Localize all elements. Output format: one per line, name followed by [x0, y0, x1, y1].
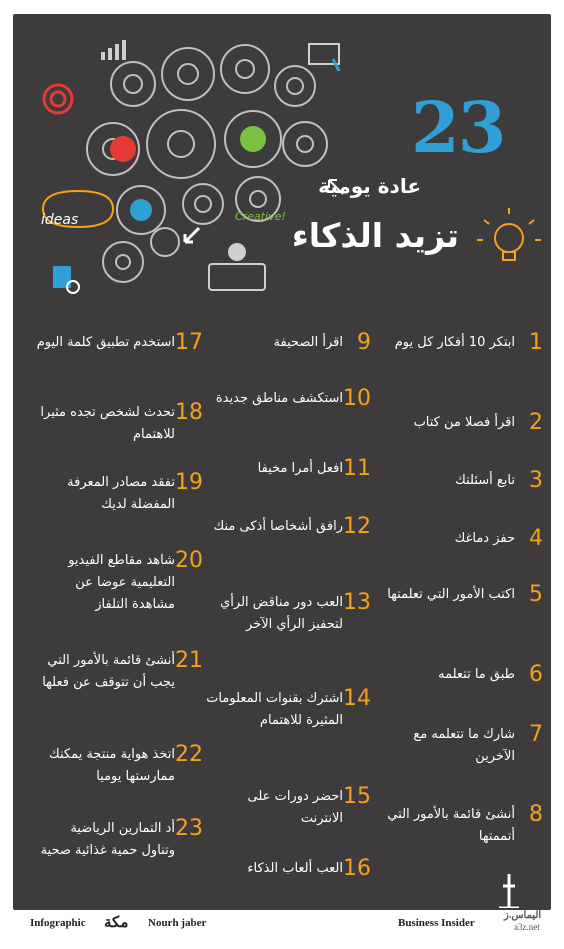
habit-number: 15 [343, 784, 371, 809]
habit-text: استكشف مناطق جديدة [215, 391, 343, 406]
habit-number: 14 [343, 686, 371, 711]
habit-number: 10 [343, 386, 371, 411]
footer-watermark: اليماس.ز [504, 910, 542, 921]
hero-illustration [13, 14, 551, 314]
habit-number: 21 [175, 648, 203, 673]
ideas-label: ideas [41, 212, 79, 228]
footer-source: Business Insider [398, 917, 475, 929]
habit-number: 2 [529, 410, 543, 435]
habit-text: العب دور مناقض الرأي لتحفيز الرأي الآخر [220, 595, 343, 632]
habit-text: شاهد مقاطع الفيديو التعليمية عوضا عن مشاهدة التلفاز [68, 553, 175, 612]
habit-text: اقرأ الصحيفة [273, 335, 343, 350]
lightbulb-icon [477, 208, 541, 260]
chalkboard [13, 14, 551, 910]
tower-logo-icon [491, 872, 527, 908]
habit-text: أنشئ قائمة بالأمور التي أتممتها [387, 807, 515, 844]
habit-text: العب ألعاب الذكاء [247, 861, 343, 876]
habit-number: 20 [175, 548, 203, 573]
habit-text: رافق أشخاصا أذكى منك [213, 519, 343, 534]
habit-number: 1 [529, 330, 543, 355]
habit-number: 23 [175, 816, 203, 841]
habit-text: اشترك بقنوات المعلومات المثيرة للاهتمام [206, 691, 343, 728]
green-gear-core [240, 126, 266, 152]
habit-number: 5 [529, 582, 543, 607]
habit-number: 6 [529, 662, 543, 687]
page-title: تزيد الذكاء [291, 216, 459, 255]
habit-text: استخدم تطبيق كلمة اليوم [36, 335, 175, 350]
habit-text: افعل أمرا مخيفا [257, 461, 343, 476]
habit-text: أد التمارين الرياضية وتناول حمية غذائية صحية [40, 821, 175, 858]
presentation-icon [309, 44, 339, 71]
habit-text: احضر دورات على الانترنت [247, 789, 343, 826]
habit-count: 23 [411, 86, 505, 169]
footer-author: Nourh jaber [148, 917, 207, 929]
habit-number: 22 [175, 742, 203, 767]
habit-number: 4 [529, 526, 543, 551]
habit-text: تفقد مصادر المعرفة المفضلة لديك [67, 475, 175, 512]
habit-text: اقرأ فصلا من كتاب [413, 415, 515, 430]
footer-watermark-url: a3z.net [514, 922, 540, 932]
red-gear-core [110, 136, 136, 162]
habit-number: 3 [529, 468, 543, 493]
footer [0, 912, 564, 949]
habit-text: تابع أسئلتك [455, 473, 515, 488]
person-laptop-icon [209, 243, 265, 290]
page-subtitle: عادة يومية [318, 174, 421, 198]
habit-number: 19 [175, 470, 203, 495]
habit-text: حفز دماغك [454, 531, 515, 546]
footer-brand-logo: مكة [104, 915, 129, 931]
habit-number: 18 [175, 400, 203, 425]
habit-text: تحدث لشخص تجده مثيرا للاهتمام [40, 405, 175, 442]
habit-text: شارك ما تتعلمه مع الآخرين [413, 727, 515, 764]
habit-number: 7 [529, 722, 543, 747]
habit-text: ابتكر 10 أفكار كل يوم [394, 335, 515, 350]
habit-text: اكتب الأمور التي تعلمتها [387, 587, 515, 602]
habit-number: 12 [343, 514, 371, 539]
habit-text: طبق ما تتعلمه [438, 667, 515, 682]
habit-number: 16 [343, 856, 371, 881]
creative-label: Creative! [235, 210, 286, 223]
habit-text: اتخذ هواية منتجة يمكنك ممارستها يوميا [49, 747, 175, 784]
blue-gear-core [130, 199, 152, 221]
habit-number: 17 [175, 330, 203, 355]
habit-number: 9 [357, 330, 371, 355]
habit-number: 8 [529, 802, 543, 827]
footer-infographic-label: Infographic [30, 917, 86, 929]
habit-text: أنشئ قائمة بالأمور التي يجب أن تتوقف عن فعلها [42, 653, 175, 690]
document-search-icon [53, 266, 79, 293]
target-icon [44, 85, 72, 113]
arrow-icon [185, 228, 199, 242]
bar-chart-icon [101, 40, 126, 60]
habit-number: 13 [343, 590, 371, 615]
habit-number: 11 [343, 456, 371, 481]
